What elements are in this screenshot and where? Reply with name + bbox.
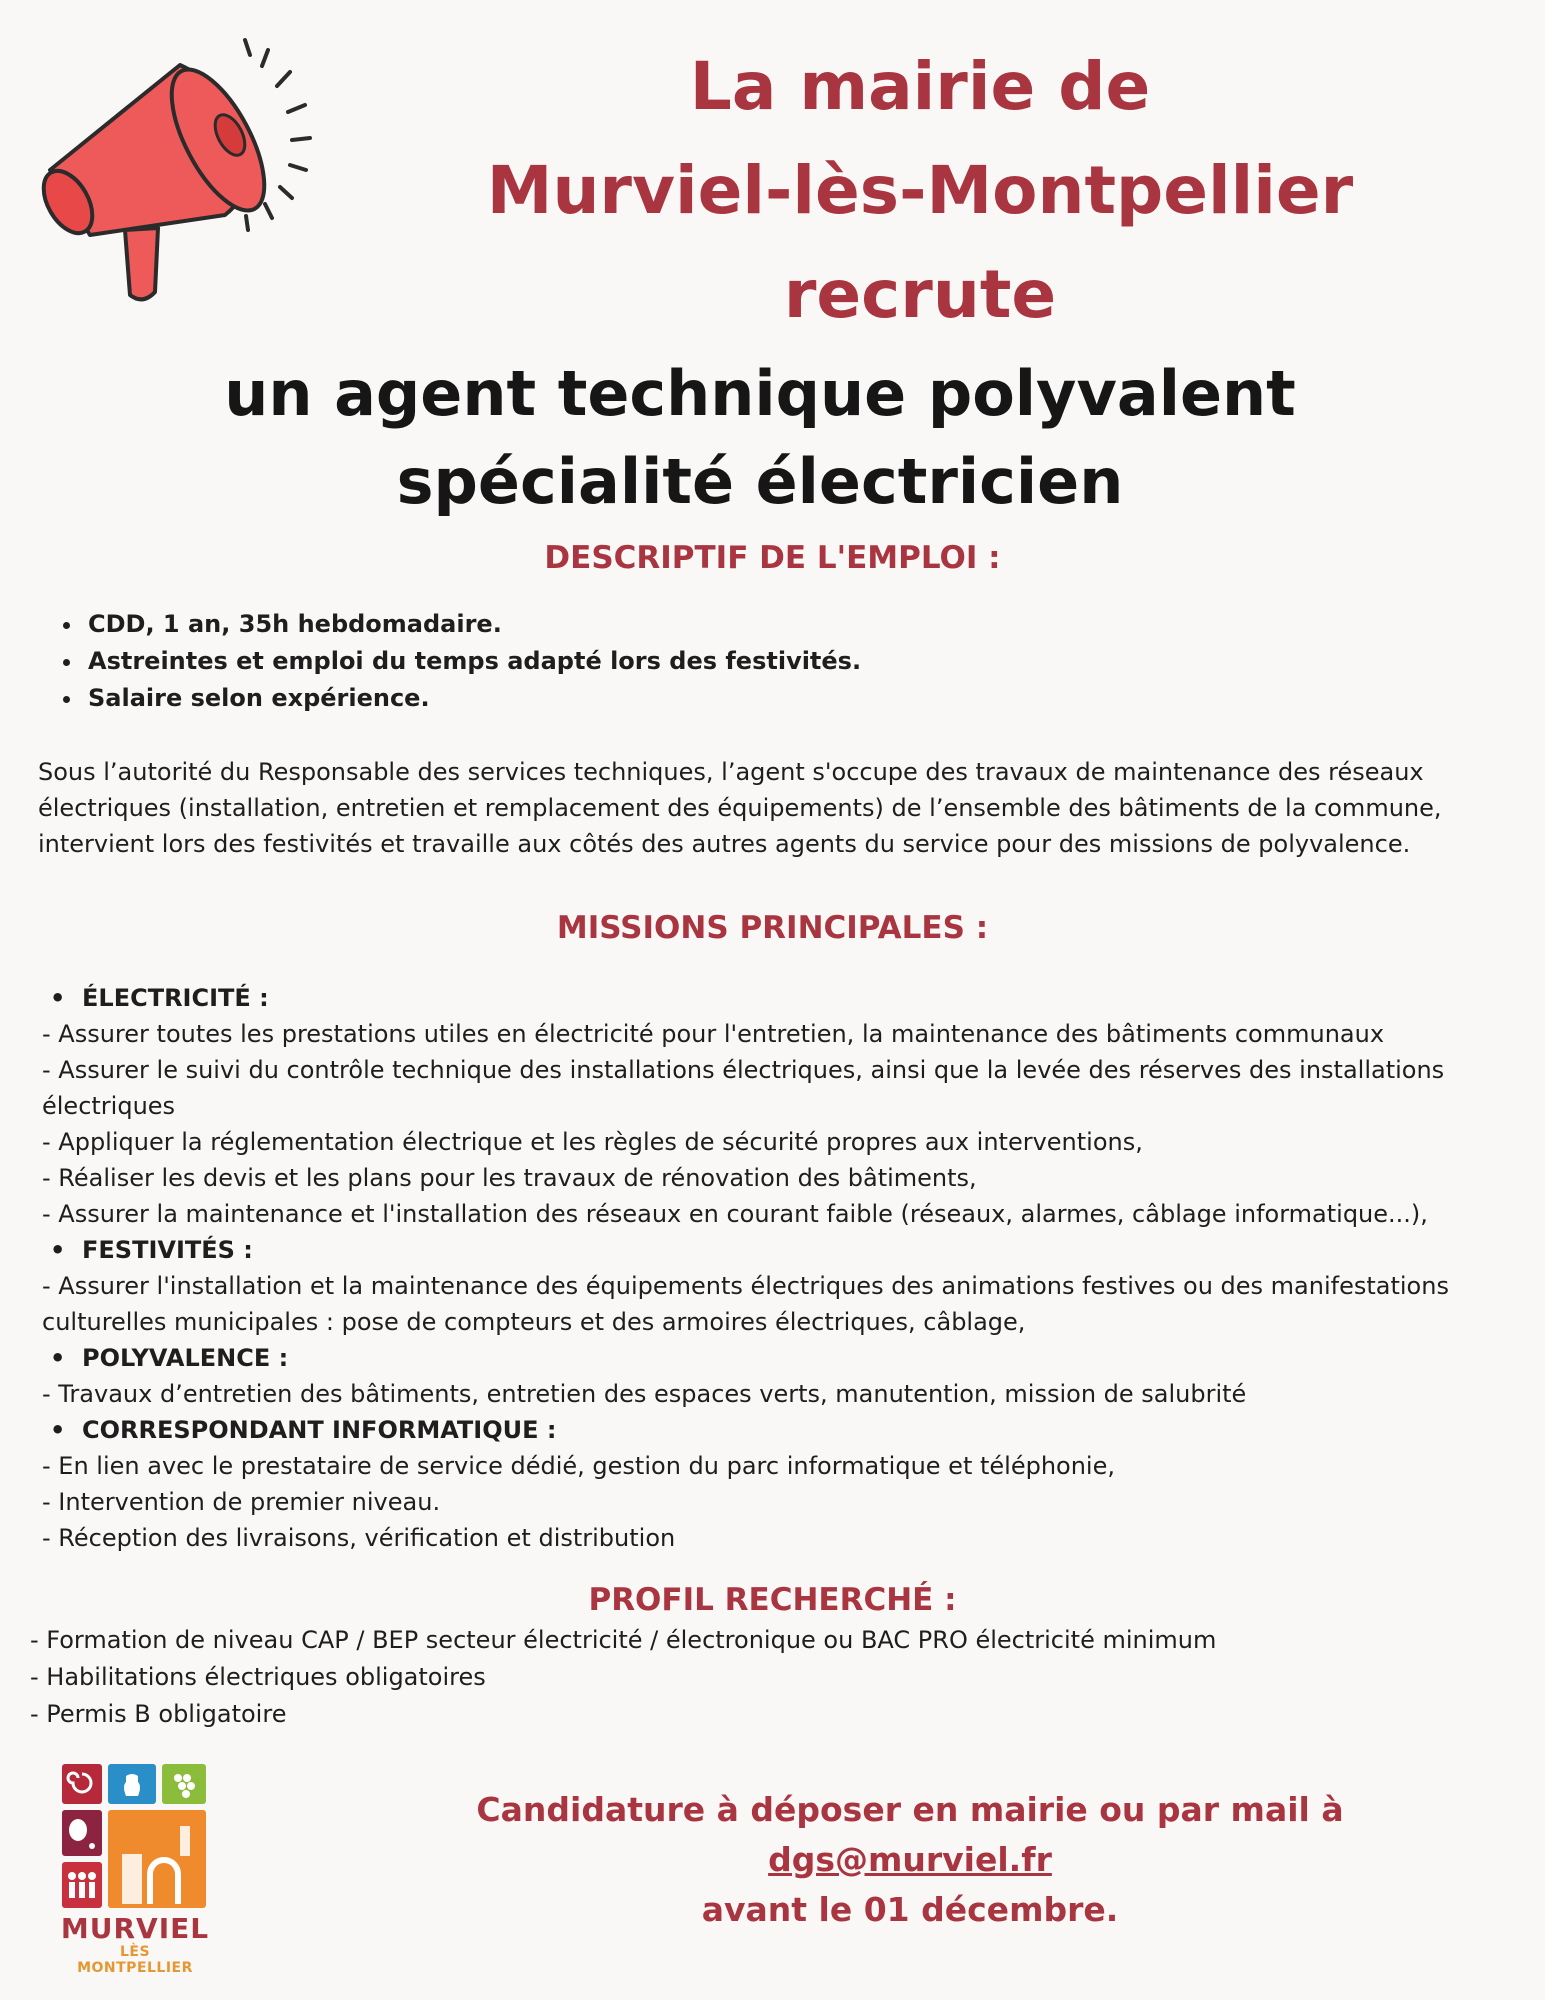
list-item: - Assurer toutes les prestations utiles en électricité pour l'entretien, la maintenance des bâtiments communaux xyxy=(42,1020,1385,1048)
mission-category-informatique: • CORRESPONDANT INFORMATIQUE : xyxy=(50,1416,557,1444)
list-item: - Permis B obligatoire xyxy=(30,1700,287,1728)
missions-heading: MISSIONS PRINCIPALES : xyxy=(556,910,989,946)
list-item: - Travaux d’entretien des bâtiments, entretien des espaces verts, manutention, mission de salubrité xyxy=(42,1380,1247,1408)
list-item: - Réception des livraisons, vérification et distribution xyxy=(42,1524,676,1552)
list-item: - Habilitations électriques obligatoires xyxy=(30,1663,486,1691)
logo-name: MURVIEL xyxy=(60,1912,210,1945)
list-item: - Assurer le suivi du contrôle technique des installations électriques, ainsi que la levée des réserves des installations électriques xyxy=(42,1056,1445,1120)
list-item: - En lien avec le prestataire de service dédié, gestion du parc informatique et téléphonie, xyxy=(42,1452,1115,1480)
megaphone-icon xyxy=(30,30,330,310)
logo-mosaic-icon xyxy=(60,1762,210,1912)
mission-category-polyvalence: • POLYVALENCE : xyxy=(50,1344,289,1372)
profil-heading: PROFIL RECHERCHÉ : xyxy=(588,1582,957,1618)
list-item: - Réaliser les devis et les plans pour les travaux de rénovation des bâtiments, xyxy=(42,1164,977,1192)
description-paragraph: Sous l’autorité du Responsable des services techniques, l’agent s'occupe des travaux de maintenance des réseaux électriques (installation, entretien et remplacement des équipements) de l’ensemble des bâtiments de la commune, intervient lors des festivités et travaille aux côtés des autres agents du service pour des missions de polyvalence. xyxy=(38,758,1442,858)
list-item: - Assurer l'installation et la maintenance des équipements électriques des animations festives ou des manifestations culturelles municipales : pose de compteurs et des armoires électriques, câblage, xyxy=(42,1272,1449,1336)
email-link[interactable]: dgs@murviel.fr xyxy=(768,1840,1052,1879)
job-title: un agent technique polyvalent spécialité électricien xyxy=(224,357,1296,518)
logo-subname: LÈS MONTPELLIER xyxy=(77,1944,193,1976)
descriptif-list xyxy=(50,606,861,717)
list-item: • Astreintes et emploi du temps adapté lors des festivités. xyxy=(84,643,861,680)
list-item: • CDD, 1 an, 35h hebdomadaire. xyxy=(84,606,861,643)
list-item: - Formation de niveau CAP / BEP secteur électricité / électronique ou BAC PRO électricité minimum xyxy=(30,1626,1217,1654)
mission-category-electricite: • ÉLECTRICITÉ : xyxy=(50,984,269,1012)
contact-block: Candidature à déposer en mairie ou par mail à dgs@murviel.fr avant le 01 décembre. xyxy=(476,1790,1344,1929)
page-title: La mairie de Murviel-lès-Montpellier recrute xyxy=(486,48,1354,333)
list-item: - Intervention de premier niveau. xyxy=(42,1488,441,1516)
descriptif-heading: DESCRIPTIF DE L'EMPLOI : xyxy=(544,540,1001,576)
missions-list xyxy=(38,980,1513,1556)
list-item: • Salaire selon expérience. xyxy=(84,680,861,717)
list-item: - Appliquer la réglementation électrique et les règles de sécurité propres aux interventions, xyxy=(42,1128,1143,1156)
list-item: - Assurer la maintenance et l'installation des réseaux en courant faible (réseaux, alarmes, câblage informatique...), xyxy=(42,1200,1428,1228)
mission-category-festivites: • FESTIVITÉS : xyxy=(50,1236,253,1264)
profil-list xyxy=(30,1622,1216,1733)
murviel-logo xyxy=(60,1762,210,1976)
